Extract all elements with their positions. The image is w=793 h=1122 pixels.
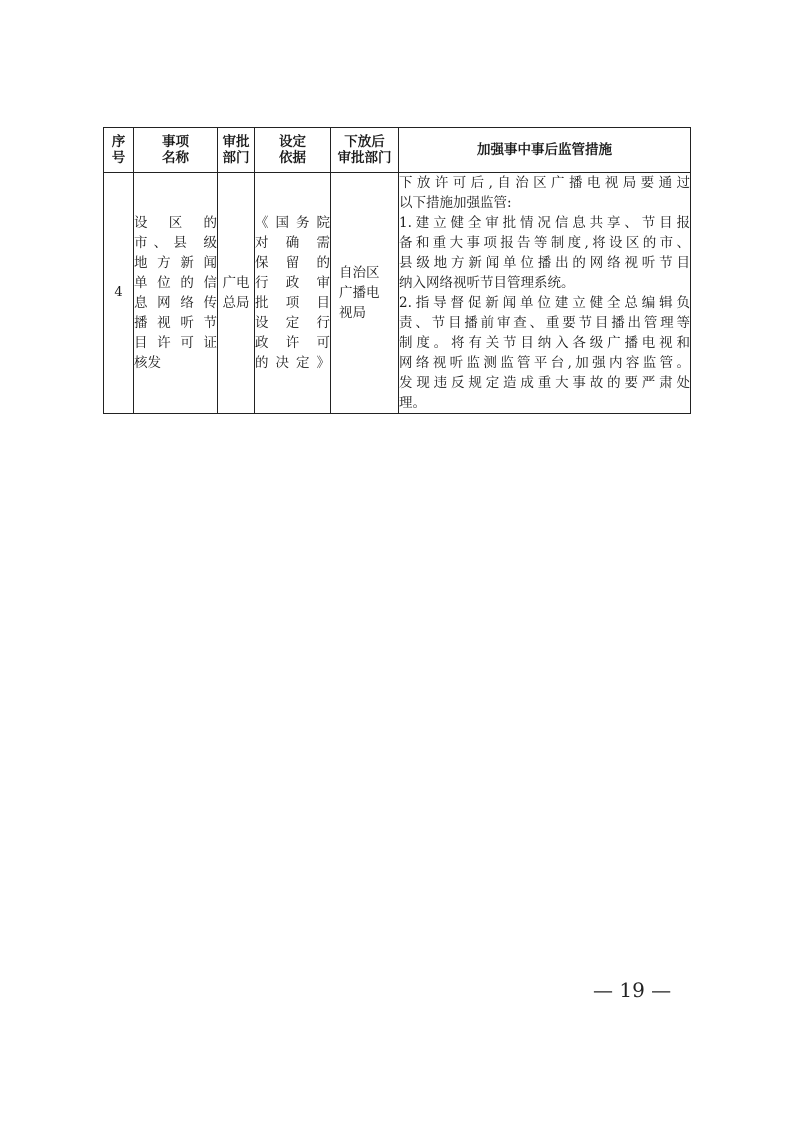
header-item-name: 事项 名称 xyxy=(134,128,218,173)
header-serial-number: 序 号 xyxy=(104,128,134,173)
cell-approval-department: 广电 总局 xyxy=(218,173,255,414)
header-legal-basis: 设定 依据 xyxy=(255,128,331,173)
table-header-row xyxy=(104,128,691,173)
header-approval-department: 审批 部门 xyxy=(218,128,255,173)
header-delegated-department: 下放后 审批部门 xyxy=(331,128,399,173)
table-row xyxy=(104,173,691,414)
cell-legal-basis: 《国务院 对 确 需 保 留 的 行 政 审 批 项 目 设 定 行 政 许 可 的决定》 xyxy=(255,173,331,414)
cell-item-name: 设 区 的 市、县 级 地方新闻 单位的信 息网络传 播视听节 目许可证 核发 xyxy=(134,173,218,414)
cell-supervision-measures: 下放许可后,自治区广播电视局要通过 以下措施加强监管: 1.建立健全审批情况信息共享、节目报 备和重大事项报告等制度,将设区的市、 县级地方新闻单位播出的网络视听节目 纳入网络视听节目管理系统。 2.指导督促新闻单位建立健全总编辑负 责、节目播前审查、重要节目播出管理等 制度。将有关节目纳入各级广播电视和 网络视听监测监管平台,加强内容监管。 发现违反规定造成重大事故的要严肃处 理。 xyxy=(399,173,691,414)
page-number: — 19 — xyxy=(593,978,672,1002)
cell-serial-number: 4 xyxy=(104,173,134,414)
cell-delegated-department: 自治区 广播电 视局 xyxy=(331,173,399,414)
header-supervision-measures: 加强事中事后监管措施 xyxy=(399,128,691,173)
approval-items-table xyxy=(103,127,691,414)
